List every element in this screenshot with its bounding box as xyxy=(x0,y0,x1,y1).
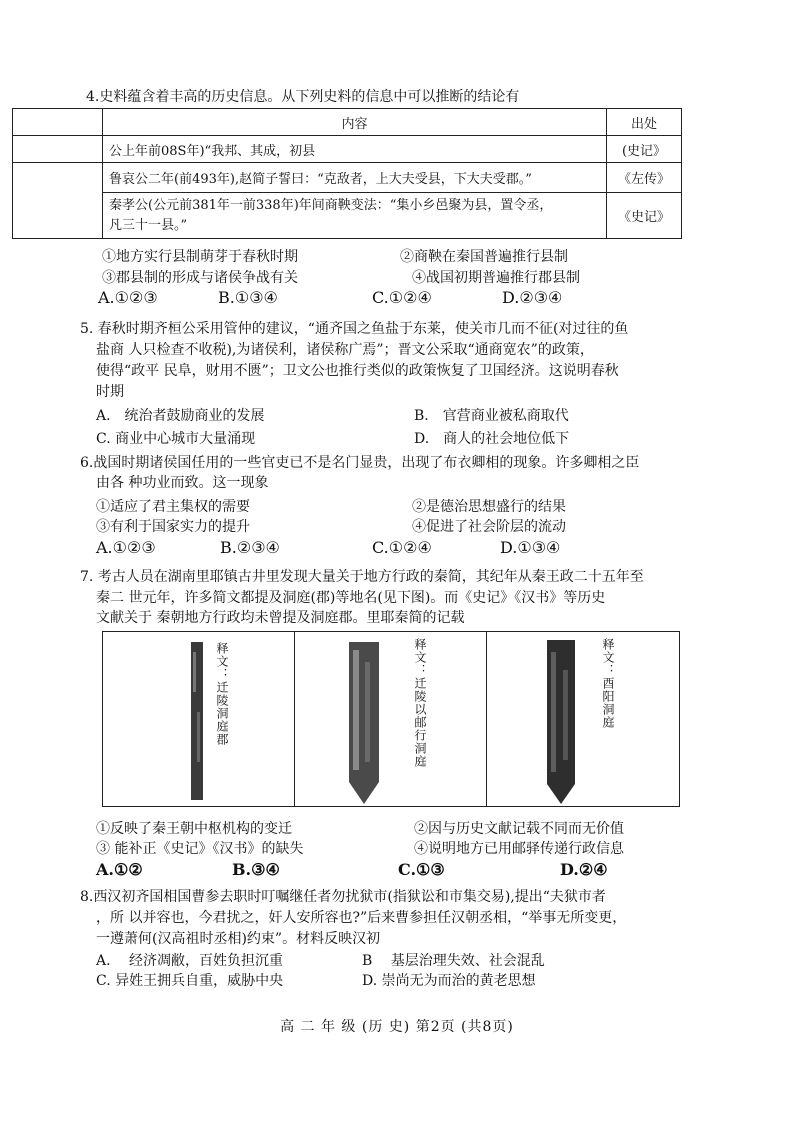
table-row-source: 《左传》 xyxy=(607,163,682,193)
bamboo-slip-figure xyxy=(102,631,680,807)
q4-stem: 4.史料蕴含着丰高的历史信息。从下列史料的信息中可以推断的结论有 xyxy=(86,89,520,105)
table-row-source: 《史记》 xyxy=(607,193,682,239)
q6-statement: ②是德治思想盛行的结果 xyxy=(412,499,566,515)
q5-line: 使得“政平 民阜，财用不匮”；卫文公也推行类似的政策恢复了卫国经济。这说明春秋 xyxy=(96,363,619,379)
table-side-cell xyxy=(13,136,103,163)
q5-line: 5. 春秋时期齐桓公采用管仲的建议，“通齐国之鱼盐于东莱，使关市几而不征(对过往的鱼 xyxy=(80,321,629,337)
q8-option-d[interactable]: D. 崇尚无为而治的黄老思想 xyxy=(362,973,536,989)
q7-statement: ④说明地方已用邮驿传递行政信息 xyxy=(414,841,624,857)
q7-line: 秦二 世元年，许多简文都提及洞庭(郡)等地名(见下图)。而《史记》《汉书》等历史 xyxy=(96,590,606,606)
q6-option-b[interactable]: B.②③④ xyxy=(220,538,280,557)
q5-line: 时期 xyxy=(96,384,124,400)
q8-option-a[interactable]: A. 经济凋敝，百姓负担沉重 xyxy=(96,953,284,969)
slip-caption: 释文：迁陵以邮行洞庭 xyxy=(413,638,427,768)
q8-line: 8.西汉初齐国相国曹参去职时叮嘱继任者勿扰狱市(指狱讼和市集交易),提出“夫狱市者 xyxy=(80,889,606,905)
q6-line: 由各 种功业而致。这一现象 xyxy=(96,475,269,491)
slip-caption: 释文：酉阳洞庭 xyxy=(601,638,615,729)
figure-panel xyxy=(487,632,681,806)
q7-line: 文献关于 秦朝地方行政均未曾提及洞庭郡。里耶秦简的记载 xyxy=(96,610,465,626)
q4-statement: ③郡县制的形成与诸侯争战有关 xyxy=(102,270,298,286)
q4-option-b[interactable]: B.①③④ xyxy=(218,288,278,307)
q6-option-d[interactable]: D.①③④ xyxy=(500,538,561,557)
q4-option-a[interactable]: A.①②③ xyxy=(98,288,158,307)
q4-statement: ④战国初期普遍推行郡县制 xyxy=(412,270,580,286)
q7-statement: ②因与历史文献记载不同而无价值 xyxy=(414,821,624,837)
q5-option-c[interactable]: C. 商业中心城市大量涌现 xyxy=(96,431,256,447)
q4-option-c[interactable]: C.①②④ xyxy=(372,288,432,307)
q6-statement: ③有利于国家实力的提升 xyxy=(96,519,250,535)
q6-statement: ④促进了社会阶层的流动 xyxy=(412,519,566,535)
bamboo-slip-image xyxy=(347,642,381,804)
bamboo-slip-image xyxy=(189,642,205,800)
q7-statement: ①反映了秦王朝中枢机构的变迁 xyxy=(96,821,292,837)
q7-statement: ③ 能补正《史记》《汉书》的缺失 xyxy=(96,841,304,857)
q5-option-b[interactable]: B. 官营商业被私商取代 xyxy=(414,408,569,424)
table-corner-cell xyxy=(13,109,103,136)
table-side-cell xyxy=(13,193,103,239)
q8-option-c[interactable]: C. 异姓王拥兵自重，威胁中央 xyxy=(96,973,284,989)
page-footer: 高 二 年 级 (历 史) 第2页 (共8页) xyxy=(280,1019,514,1035)
q6-option-c[interactable]: C.①②④ xyxy=(372,538,432,557)
q5-option-d[interactable]: D. 商人的社会地位低下 xyxy=(414,431,570,447)
q4-statement: ①地方实行县制萌芽于春秋时期 xyxy=(102,249,298,265)
q4-statement: ②商鞅在秦国普遍推行县制 xyxy=(400,249,568,265)
table-row-content-line: 秦孝公(公元前381年一前338年)年间商鞅变法：“集小乡邑聚为县，置令丞， xyxy=(109,197,553,213)
q6-line: 6.战国时期诸侯国任用的一些官吏已不是名门显贵，出现了布衣卿相的现象。许多卿相之臣 xyxy=(80,455,640,471)
figure-panel xyxy=(103,632,295,806)
table-row-source: (史记》 xyxy=(607,136,682,163)
q7-option-b[interactable]: B.③④ xyxy=(232,860,280,879)
q8-option-b[interactable]: B 基层治理失效、社会混乱 xyxy=(362,953,545,969)
table-row-content xyxy=(103,193,607,239)
figure-panel xyxy=(295,632,487,806)
slip-caption: 释文：迁陵洞庭郡 xyxy=(215,642,229,746)
q7-option-c[interactable]: C.①③ xyxy=(398,860,445,879)
q5-option-a[interactable]: A. 统治者鼓励商业的发展 xyxy=(96,408,265,424)
table-row-content-line: 凡三十一县。” xyxy=(109,217,188,233)
q6-statement: ①适应了君主集权的需要 xyxy=(96,499,250,515)
q7-line: 7. 考古人员在湖南里耶镇古井里发现大量关于地方行政的秦简，其纪年从秦王政二十五年至 xyxy=(80,569,644,585)
q4-option-d[interactable]: D.②③④ xyxy=(502,288,563,307)
table-side-cell xyxy=(13,163,103,193)
q6-option-a[interactable]: A.①②③ xyxy=(96,538,156,557)
bamboo-slip-image xyxy=(545,640,577,804)
table-row-content: 公上年前08S年)“我邦、其成，初县 xyxy=(103,136,607,163)
table-head-source: 出处 xyxy=(607,109,682,136)
q4-source-table xyxy=(12,108,682,239)
q7-option-a[interactable]: A.①② xyxy=(96,860,143,879)
table-head-content: 内容 xyxy=(103,109,607,136)
q7-option-d[interactable]: D.②④ xyxy=(560,860,608,879)
q8-line: 一遵萧何(汉高祖时丞相)约束”。材料反映汉初 xyxy=(96,931,381,947)
q5-line: 盐商 人只检查不收税),为诸侯利，诸侯称广焉”；晋文公采取“通商宽农”的政策， xyxy=(96,342,594,358)
q8-line: ，所 以并容也，今君扰之，奸人安所容也?”后来曹参担任汉朝丞相，“举事无所变更， xyxy=(96,910,627,926)
table-row-content: 鲁哀公二年(前493年),赵简子誓曰：“克敌者，上大夫受县，下大夫受郡。” xyxy=(103,163,607,193)
